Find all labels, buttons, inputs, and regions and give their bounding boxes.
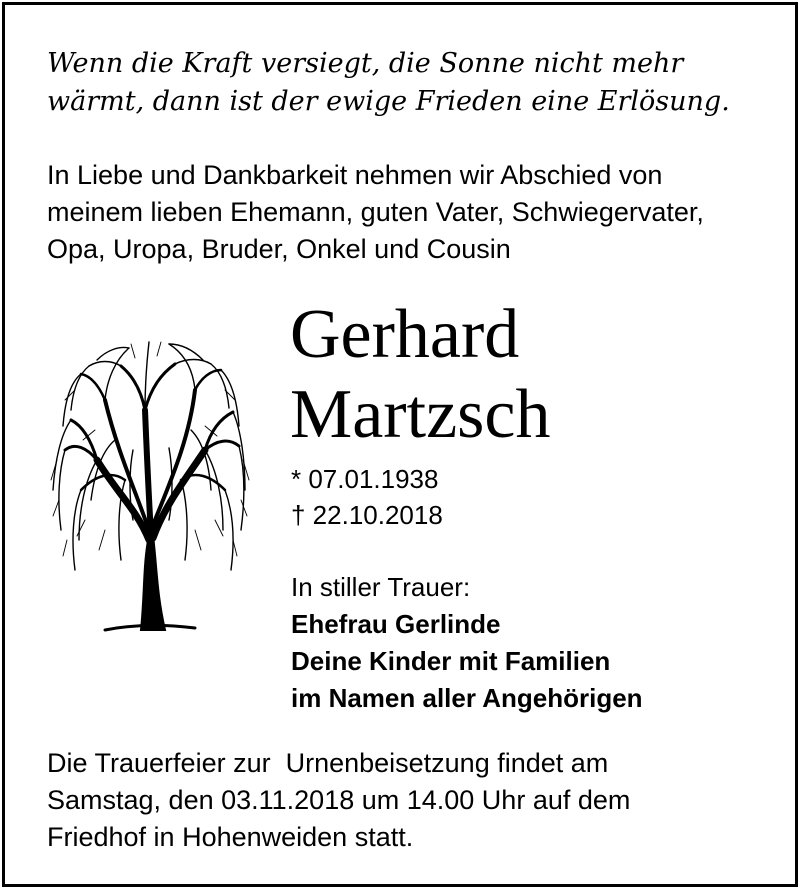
- obituary-card: [2, 2, 798, 887]
- mourner-line: Ehefrau Gerlinde: [291, 609, 501, 639]
- intro-line: meinem lieben Ehemann, guten Vater, Schwiegervater,: [47, 197, 704, 227]
- funeral-line: Friedhof in Hohenweiden statt.: [47, 822, 414, 852]
- funeral-notice: [47, 745, 787, 856]
- intro-text: [47, 157, 787, 268]
- quote-line: Wenn die Kraft versiegt, die Sonne nicht mehr: [47, 48, 684, 79]
- deceased-name: [290, 295, 550, 455]
- mourner-line: Deine Kinder mit Familien: [291, 646, 611, 676]
- tree-icon: [45, 330, 255, 650]
- mourners-heading: In stiller Trauer:: [291, 572, 471, 602]
- birth-date: * 07.01.1938: [291, 464, 439, 494]
- death-date: † 22.10.2018: [291, 500, 443, 530]
- quote-line: wärmt, dann ist der ewige Frieden eine Erlösung.: [47, 86, 730, 117]
- first-name: Gerhard: [290, 296, 520, 373]
- funeral-line: Samstag, den 03.11.2018 um 14.00 Uhr auf dem: [47, 785, 631, 815]
- intro-line: Opa, Uropa, Bruder, Onkel und Cousin: [47, 234, 511, 264]
- mourners-block: [291, 569, 643, 717]
- funeral-line: Die Trauerfeier zur Urnenbeisetzung findet am: [47, 748, 609, 778]
- mourner-line: im Namen aller Angehörigen: [291, 683, 643, 713]
- life-dates: [291, 461, 443, 533]
- last-name: Martzsch: [290, 376, 551, 453]
- intro-line: In Liebe und Dankbarkeit nehmen wir Abschied von: [47, 160, 663, 190]
- memorial-quote: [47, 45, 767, 121]
